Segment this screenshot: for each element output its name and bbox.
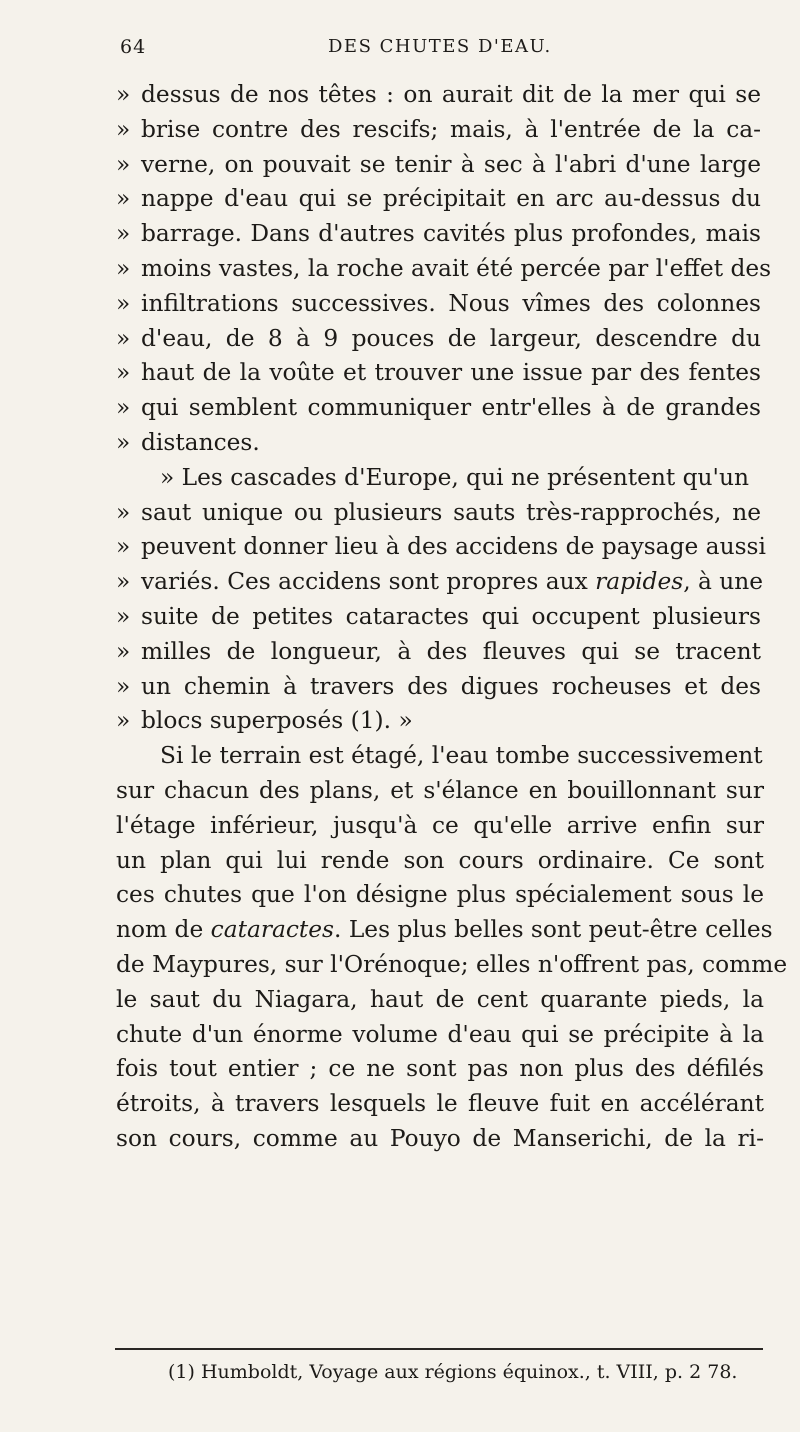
- line-text: brise contre des rescifs; mais, à l'entrée de la ca-: [141, 115, 761, 143]
- text-line: [116, 217, 764, 252]
- quote-mark: »: [116, 672, 131, 700]
- line-text: d'eau, de 8 à 9 pouces de largeur, descendre du: [141, 324, 761, 352]
- quote-mark: »: [116, 115, 131, 143]
- quote-mark: »: [116, 637, 131, 665]
- text-line: [116, 878, 764, 913]
- text-line: [116, 565, 764, 600]
- line-text-part: variés. Ces accidens sont propres aux: [141, 568, 596, 596]
- quote-mark: »: [116, 289, 131, 317]
- text-line: [116, 635, 764, 670]
- quote-mark: »: [116, 533, 131, 561]
- paragraph-start-line: [116, 461, 764, 496]
- paragraph-start-line: [116, 739, 764, 774]
- line-text: l'étage inférieur, jusqu'à ce qu'elle arrive enfin sur: [116, 811, 764, 839]
- line-text-with-italic: [141, 565, 764, 600]
- quote-mark: »: [116, 185, 131, 213]
- quote-mark: »: [116, 568, 131, 596]
- line-text: un plan qui lui rende son cours ordinaire. Ce sont: [116, 846, 764, 874]
- line-text: blocs superposés (1). »: [141, 707, 413, 735]
- line-text-with-italic: [116, 913, 773, 948]
- page-number: 64: [120, 36, 147, 58]
- line-text-part: nom de: [116, 916, 211, 944]
- line-text: dessus de nos têtes : on aurait dit de la mer qui se: [141, 81, 761, 108]
- line-text: suite de petites cataractes qui occupent plusieurs: [141, 602, 761, 630]
- text-line: [116, 287, 764, 322]
- text-line: [116, 704, 764, 739]
- text-line: [116, 1122, 764, 1157]
- quote-mark: »: [116, 394, 131, 422]
- line-text: fois tout entier ; ce ne sont pas non plus des défilés: [116, 1055, 764, 1083]
- line-text: le saut du Niagara, haut de cent quarante pieds, la: [116, 985, 764, 1013]
- line-text-part: , à une: [683, 568, 764, 596]
- line-text: Si le terrain est étagé, l'eau tombe successivement: [160, 742, 763, 770]
- text-line: [116, 78, 764, 113]
- line-text: un chemin à travers des digues rocheuses et des: [141, 672, 761, 700]
- line-text: peuvent donner lieu à des accidens de paysage aussi: [141, 533, 766, 561]
- line-text: chute d'un énorme volume d'eau qui se précipite à la: [116, 1020, 764, 1048]
- page-header: [120, 36, 760, 62]
- text-line: [116, 530, 764, 565]
- quote-mark: »: [116, 220, 131, 248]
- quote-mark: »: [116, 707, 131, 735]
- text-line: [116, 983, 764, 1018]
- line-text: nappe d'eau qui se précipitait en arc au-dessus du: [141, 185, 761, 213]
- line-text-part: . Les plus belles sont peut-être celles: [334, 916, 773, 944]
- running-head: DES CHUTES D'EAU.: [328, 36, 552, 57]
- quote-mark: »: [116, 498, 131, 526]
- quote-mark: »: [116, 428, 131, 456]
- line-text: de Maypures, sur l'Orénoque; elles n'offrent pas, comme: [116, 950, 788, 978]
- footnote: (1) Humboldt, Voyage aux régions équinox., t. VIII, p. 2 78.: [168, 1361, 738, 1383]
- italic-term-cataractes: cataractes: [210, 916, 335, 944]
- italic-term-rapides: rapides: [595, 568, 684, 596]
- text-line: [116, 948, 788, 983]
- text-line: [116, 1052, 764, 1087]
- text-line: [116, 148, 764, 183]
- quote-mark: »: [116, 150, 131, 178]
- line-text: qui semblent communiquer entr'elles à de grandes: [141, 394, 761, 422]
- line-text: moins vastes, la roche avait été percée par l'effet des: [141, 254, 772, 282]
- line-text: saut unique ou plusieurs sauts très-rapprochés, ne: [141, 498, 761, 526]
- text-line: [116, 809, 764, 844]
- text-line: [116, 774, 764, 809]
- text-line: [116, 670, 764, 705]
- line-text: ces chutes que l'on désigne plus spécialement sous le: [116, 881, 764, 909]
- text-line: [116, 391, 764, 426]
- text-line: [116, 600, 764, 635]
- footnote-divider: [115, 1348, 763, 1350]
- line-text: haut de la voûte et trouver une issue par des fentes: [141, 359, 761, 387]
- text-line: [116, 496, 764, 531]
- quote-mark: »: [116, 254, 131, 282]
- quote-mark: »: [116, 324, 131, 352]
- line-text: » Les cascades d'Europe, qui ne présentent qu'un: [160, 463, 749, 491]
- body-text: [116, 78, 788, 1157]
- line-text: distances.: [141, 428, 260, 456]
- line-text: sur chacun des plans, et s'élance en bouillonnant sur: [116, 776, 764, 804]
- quote-mark: »: [116, 602, 131, 630]
- text-line: [116, 113, 764, 148]
- line-text: verne, on pouvait se tenir à sec à l'abri d'une large: [141, 150, 761, 178]
- line-text: milles de longueur, à des fleuves qui se tracent: [141, 637, 761, 665]
- text-line: [116, 844, 764, 879]
- text-line: [116, 322, 764, 357]
- text-line: [116, 1018, 764, 1053]
- line-text: infiltrations successives. Nous vîmes des colonnes: [141, 289, 761, 317]
- text-line: [116, 356, 764, 391]
- text-line: [116, 426, 764, 461]
- quote-mark: »: [116, 81, 131, 108]
- line-text: étroits, à travers lesquels le fleuve fuit en accélérant: [116, 1090, 764, 1118]
- text-line: [116, 252, 772, 287]
- text-line: [116, 1087, 764, 1122]
- text-line: [116, 913, 773, 948]
- line-text: barrage. Dans d'autres cavités plus profondes, mais: [141, 220, 761, 248]
- quote-mark: »: [116, 359, 131, 387]
- line-text: son cours, comme au Pouyo de Manserichi, de la ri-: [116, 1124, 764, 1152]
- text-line: [116, 182, 764, 217]
